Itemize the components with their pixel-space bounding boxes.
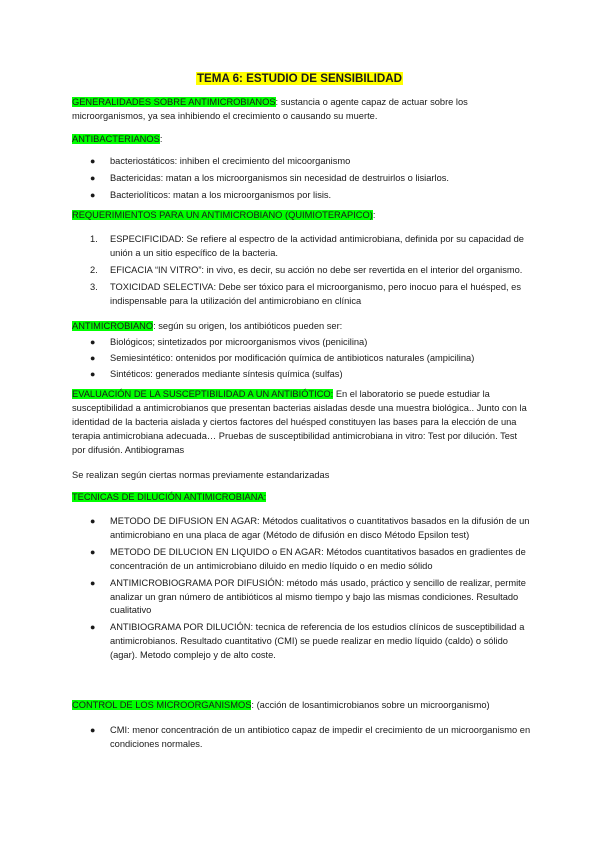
numbered-item [72,281,532,309]
list-item-text: METODO DE DILUCION EN LIQUIDO o EN AGAR: Métodos cuantitativos basados en gradientes de concentración de un antimicrobiano diluido en medio líquido o en medio sólido [110,546,526,571]
antimicrobiano-heading: ANTIMICROBIANO [72,321,154,331]
bullet-icon: ● [90,725,96,735]
bullet-icon: ● [90,189,96,200]
list-item-text: Bactericidas: matan a los microorganismos sin necesidad de destruirlos o lisiarlos. [110,172,449,183]
list-item [72,577,532,619]
list-item [72,368,532,382]
bullet-icon: ● [90,172,96,183]
section-evaluacion [72,388,532,458]
list-item [72,515,532,543]
evaluacion-paragraph [72,388,532,458]
requerimientos-suffix: : [372,210,376,220]
tecnicas-heading-line [72,491,532,505]
antimicrobiano-heading-line [72,320,532,334]
control-list [72,724,532,752]
section-tecnicas [72,491,532,505]
requerimientos-list [72,233,532,309]
item-number: 2. [90,264,98,275]
numbered-item-text: TOXICIDAD SELECTIVA: Debe ser tóxico para el microorganismo, pero inocuo para el huésped, es indispensable para la utilización del antimicrobiano en clínica [110,281,521,306]
antibacterianos-suffix: : [159,134,163,144]
bullet-icon: ● [90,622,96,633]
numbered-item-text: EFICACIA “IN VITRO”: in vivo, es decir, su acción no debe ser revertida en el interior del organismo. [110,264,523,275]
list-item-text: bacteriostáticos: inhiben el crecimiento del micoorganismo [110,156,351,166]
evaluacion-text: En el laboratorio se puede estudiar la susceptibilidad a antimicrobianos que presentan bacterias aisladas desde una muestra biológica.. Junto con la identidad de la bacteria aislada y ciertos factores del huésped constituyen las bases para la elección de una terapia antimicrobiana adecuada… Pruebas de susceptibilidad antimicrobiana in vitro: Test por dilución. Test por difusión. Antibiogramas [72,389,527,455]
evaluacion-note: Se realizan según ciertas normas previamente estandarizadas [72,470,330,480]
antimicrobiano-list [72,336,532,382]
generalidades-heading: GENERALIDADES SOBRE ANTIMICROBIANOS [72,97,276,107]
antibacterianos-heading-line [72,133,532,147]
bullet-icon: ● [90,156,96,166]
section-antimicrobiano [72,320,532,334]
generalidades-paragraph [72,96,532,124]
list-item [72,352,532,366]
list-item [72,172,532,186]
list-item-text: Bacteriolíticos: matan a los microorganismos por lisis. [110,189,332,200]
control-heading-line [72,699,532,713]
section-requerimientos [72,209,532,223]
evaluacion-note-block [72,469,532,483]
list-item-text: Biológicos; sintetizados por microorganismos vivos (penicilina) [110,337,368,347]
tecnicas-list [72,515,532,663]
numbered-item [72,233,532,261]
list-item [72,336,532,350]
list-item [72,189,532,203]
bullet-icon: ● [90,516,96,526]
list-item-text: ANTIBIOGRAMA POR DILUCIÓN: tecnica de referencia de los estudios clínicos de susceptibilidad a antimicrobianos. Resultado cuantitativo (CMI) se puede realizar en medio líquido (caldo) o sólido (agar). Metodo complejo y de alto coste. [110,622,525,661]
bullet-icon: ● [90,368,96,379]
list-item [72,724,532,752]
page-title [0,72,599,86]
list-item [72,155,532,169]
antibacterianos-heading: ANTIBACTERIANOS [72,134,160,144]
control-text: : (acción de losantimicrobianos sobre un microorganismo) [251,700,490,710]
bullet-icon: ● [90,352,96,363]
list-item [72,546,532,574]
bullet-icon: ● [90,546,96,557]
tecnicas-heading: TECNICAS DE DILUCIÓN ANTIMICROBIANA: [72,492,267,502]
list-item-text: CMI: menor concentración de un antibiotico capaz de impedir el crecimiento de un microorganismo en condiciones normales. [110,725,531,749]
antimicrobiano-text: : según su origen, los antibióticos pueden ser: [153,321,343,331]
section-generalidades [72,96,532,124]
list-item-text: Semiesintético: ontenidos por modificación química de antibioticos naturales (ampicilina) [110,352,475,363]
page-title-text: TEMA 6: ESTUDIO DE SENSIBILIDAD [196,72,403,85]
requerimientos-heading: REQUERIMIENTOS PARA UN ANTIMICROBIANO (QUIMIOTERAPICO) [72,210,373,220]
item-number: 1. [90,234,98,244]
control-heading: CONTROL DE LOS MICROORGANISMOS [72,700,252,710]
list-item-text: ANTIMICROBIOGRAMA POR DIFUSIÓN: método más usado, práctico y sencillo de realizar, permite analizar un gran número de antibióticos al mismo tiempo y bajo las mismas condiciones. Resultado cualitativo [110,577,526,616]
list-item [72,621,532,663]
requerimientos-heading-line [72,209,532,223]
numbered-item-text: ESPECIFICIDAD: Se refiere al espectro de la actividad antimicrobiana, definida por su capacidad de unión a un sitio específico de la bacteria. [110,234,524,258]
section-antibacterianos [72,133,532,147]
section-control [72,699,532,713]
item-number: 3. [90,281,98,292]
list-item-text: Sintéticos: generados mediante síntesis química (sulfas) [110,368,343,379]
bullet-icon: ● [90,337,96,347]
bullet-icon: ● [90,577,96,588]
list-item-text: METODO DE DIFUSION EN AGAR: Métodos cualitativos o cuantitativos basados en la difusión de un antimicrobiano en una placa de agar (Método de difusión en disco Método Epsilon test) [110,516,530,540]
numbered-item [72,264,532,278]
evaluacion-heading: EVALUACIÓN DE LA SUSCEPTIBILIDAD A UN ANTIBIÓTICO: [72,389,334,399]
antibacterianos-list [72,155,532,203]
generalidades-text: : sustancia o agente capaz de actuar sobre los microorganismos, ya sea inhibiendo el crecimiento o causando su muerte. [72,97,468,121]
